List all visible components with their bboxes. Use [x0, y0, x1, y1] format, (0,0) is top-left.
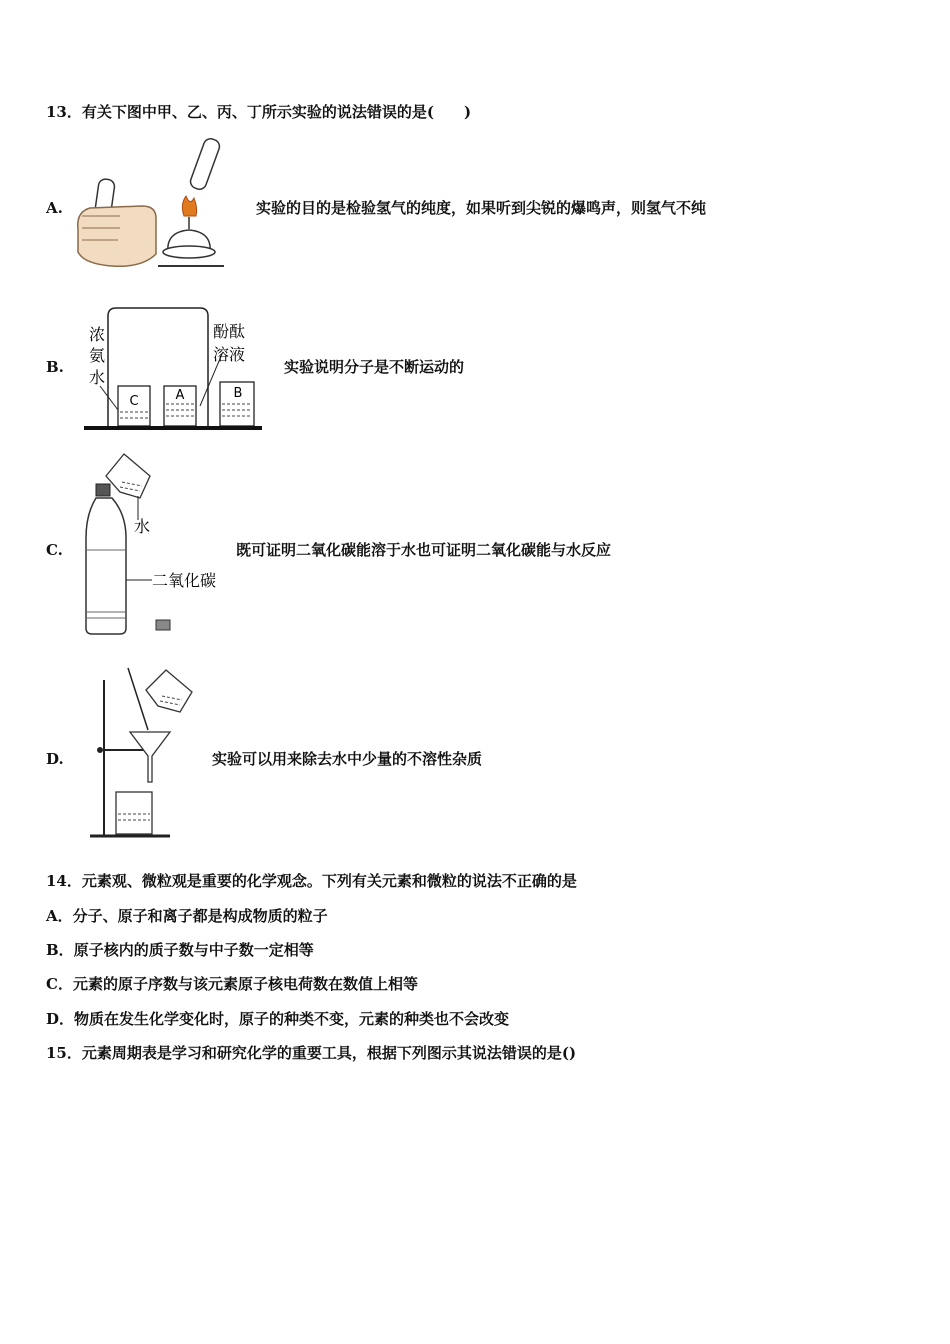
- water-label: 水: [134, 517, 151, 536]
- molecular-motion-figure: [82, 306, 267, 432]
- co2-bottle-figure: [82, 452, 232, 638]
- q15-stem: 15．元素周期表是学习和研究化学的重要工具，根据下列图示其说法错误的是(): [46, 1044, 577, 1062]
- q14-option-b: [46, 941, 314, 959]
- q14-option-c-label: C．: [46, 975, 73, 993]
- beaker-c-label: C: [129, 394, 139, 409]
- q14-option-b-text: 原子核内的质子数与中子数一定相等: [73, 941, 314, 959]
- q14-stem: 14．元素观、微粒观是重要的化学观念。下列有关元素和微粒的说法不正确的是: [46, 872, 577, 890]
- co2-label: 二氧化碳: [152, 571, 217, 590]
- ammonia-label-3: 水: [89, 368, 106, 387]
- funnel-icon: [130, 732, 170, 782]
- ammonia-label-1: 浓: [89, 325, 106, 344]
- filtration-figure: [86, 664, 198, 846]
- pouring-beaker-icon: [106, 454, 150, 498]
- q13-option-b-label: B.: [46, 358, 64, 376]
- q14-option-a-label: A．: [46, 907, 73, 925]
- q14-option-d-text: 物质在发生化学变化时，原子的种类不变，元素的种类也不会改变: [74, 1010, 510, 1028]
- beaker-c: [118, 386, 150, 426]
- q14-option-c-text: 元素的原子序数与该元素原子核电荷数在数值上相等: [72, 975, 418, 993]
- q14-option-a-text: 分子、原子和离子都是构成物质的粒子: [72, 907, 328, 925]
- q13-stem: 13．有关下图中甲、乙、丙、丁所示实验的说法错误的是( ): [46, 103, 472, 121]
- plastic-bottle-icon: [86, 484, 126, 634]
- q13-option-d-label: D.: [46, 750, 64, 768]
- q13-option-c-text: 既可证明二氧化碳能溶于水也可证明二氧化碳能与水反应: [236, 541, 612, 559]
- beaker-a-label: A: [175, 388, 185, 403]
- phenolphthalein-label-1: 酚酞: [213, 322, 246, 341]
- ammonia-label-2: 氨: [89, 346, 106, 365]
- beaker-b-label: B: [233, 386, 243, 401]
- receiving-beaker-icon: [116, 792, 152, 834]
- q13-option-c-label: C.: [46, 541, 63, 559]
- q14-option-b-label: B．: [46, 941, 74, 959]
- hand-with-tube-icon: [78, 178, 156, 266]
- q14-option-d-label: D．: [46, 1010, 75, 1028]
- q13-option-a-text: 实验的目的是检验氢气的纯度，如果听到尖锐的爆鸣声，则氢气不纯: [256, 199, 707, 217]
- q14-option-a: [46, 907, 328, 925]
- alcohol-lamp-icon: [158, 137, 224, 266]
- q14-option-c: [46, 975, 418, 993]
- q13-option-d-text: 实验可以用来除去水中少量的不溶性杂质: [212, 750, 483, 768]
- q13-option-a-label: A.: [46, 199, 63, 217]
- phenolphthalein-label-2: 溶液: [213, 345, 246, 364]
- q13-option-b-text: 实验说明分子是不断运动的: [284, 358, 465, 376]
- hydrogen-purity-test-figure: [72, 134, 232, 272]
- pouring-beaker-icon: [146, 670, 192, 712]
- q14-option-d: [46, 1010, 509, 1028]
- beaker-b: [220, 382, 254, 426]
- beaker-a: [164, 386, 196, 426]
- bottle-cap-icon: [156, 620, 170, 630]
